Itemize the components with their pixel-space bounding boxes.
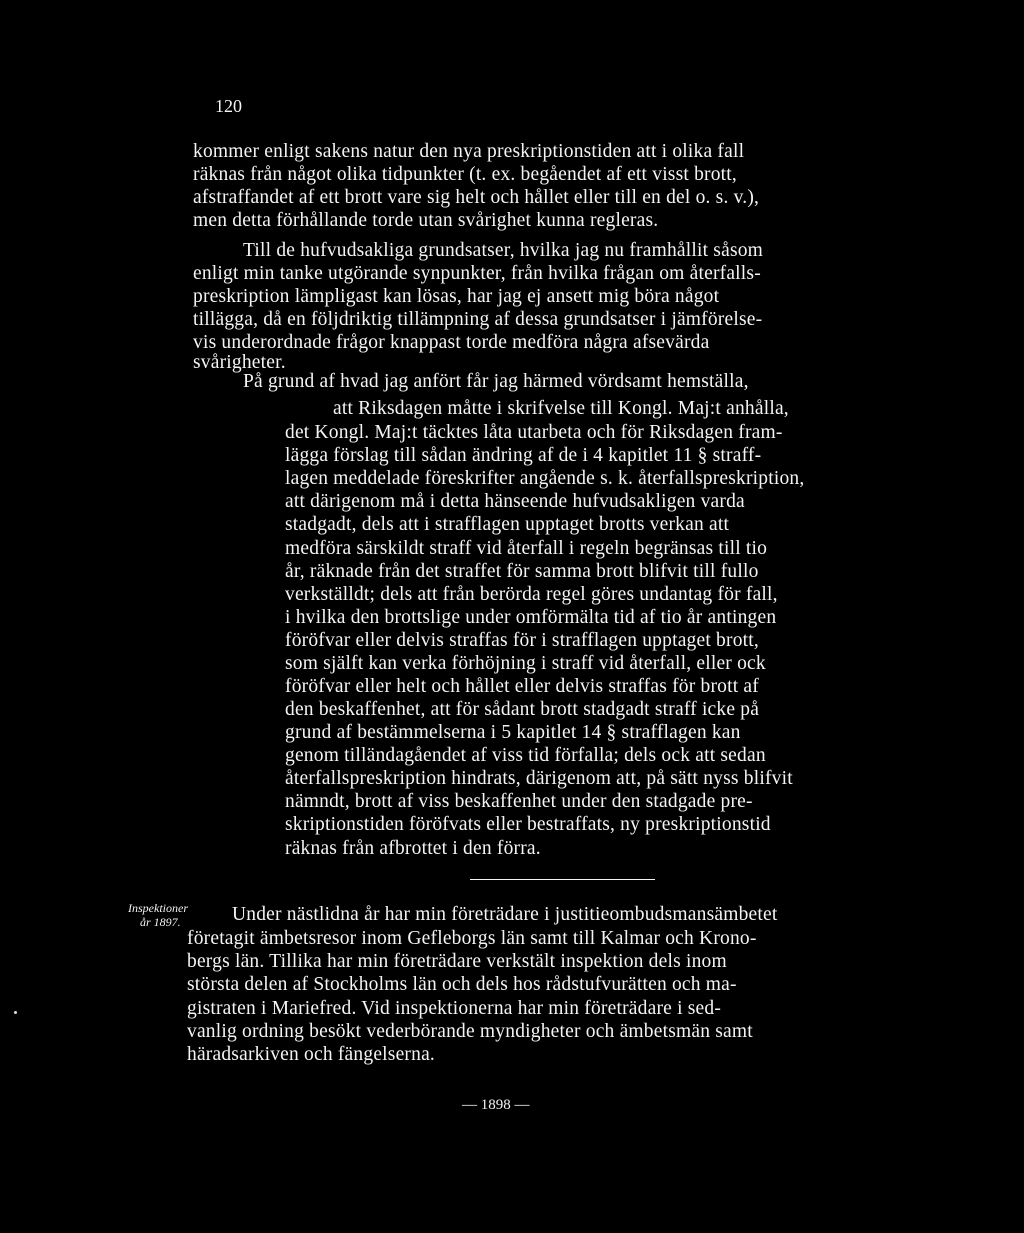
margin-note-year: år 1897. — [140, 915, 181, 929]
text-line: föröfvar eller delvis straffas för i strafflagen upptaget brott, — [285, 630, 759, 651]
text-line: lägga förslag till sådan ändring af de i 4 kapitlet 11 § straff- — [285, 445, 762, 466]
margin-note-title: Inspektioner — [128, 901, 188, 915]
text-line: genom tilländagåendet af viss tid förfalla; dels ock att sedan — [285, 745, 766, 766]
text-line: största delen af Stockholms län och dels hos rådstufvurätten och ma- — [187, 974, 737, 995]
text-line: nämndt, brott af viss beskaffenhet under den stadgade pre- — [285, 791, 753, 812]
speck — [14, 1011, 17, 1014]
text-line: vis underordnade frågor knappast torde medföra några afsevärda — [193, 332, 710, 353]
text-line: medföra särskildt straff vid återfall i regeln begränsas till tio — [285, 538, 768, 559]
text-line: kommer enligt sakens natur den nya preskriptionstiden att i olika fall — [193, 141, 745, 162]
text-line: men detta förhållande torde utan svårighet kunna regleras. — [193, 210, 659, 231]
text-line: i hvilka den brottslige under omförmälta tid af tio år antingen — [285, 607, 777, 628]
text-line: tillägga, då en följdriktig tillämpning af dessa grundsatser i jämförelse- — [193, 309, 763, 330]
footer-year: — 1898 — — [462, 1097, 530, 1113]
text-line: enligt min tanke utgörande synpunkter, från hvilka frågan om återfalls- — [193, 263, 761, 284]
text-line: vanlig ordning besökt vederbörande myndigheter och ämbetsmän samt — [187, 1021, 753, 1042]
page-number: 120 — [215, 96, 242, 116]
text-line: den beskaffenhet, att för sådant brott stadgadt straff icke på — [285, 699, 760, 720]
text-line: räknas från afbrottet i den förra. — [285, 838, 541, 859]
text-line: föröfvar eller helt och hållet eller delvis straffas för brott af — [285, 676, 759, 697]
text-line: preskription lämpligast kan lösas, har jag ej ansett mig böra något — [193, 286, 720, 307]
text-line: Till de hufvudsakliga grundsatser, hvilka jag nu framhållit såsom — [243, 240, 764, 261]
text-line: att därigenom må i detta hänseende hufvudsakligen varda — [285, 491, 745, 512]
text-line: grund af bestämmelserna i 5 kapitlet 14 § strafflagen kan — [285, 722, 741, 743]
text-line: företagit ämbetsresor inom Gefleborgs län samt till Kalmar och Krono- — [187, 928, 757, 949]
text-line: Under nästlidna år har min företrädare i justitieombudsmansämbetet — [232, 904, 778, 925]
text-line: bergs län. Tillika har min företrädare verkstält inspektion dels inom — [187, 951, 727, 972]
text-line: häradsarkiven och fängelserna. — [187, 1044, 436, 1065]
text-line: räknas från något olika tidpunkter (t. ex. begåendet af ett visst brott, — [193, 164, 737, 185]
text-line: stadgadt, dels att i strafflagen upptaget brotts verkan att — [285, 514, 730, 535]
text-line: verkställdt; dels att från berörda regel göres undantag för fall, — [285, 584, 778, 605]
text-line: återfallspreskription hindrats, därigenom att, på sätt nyss blifvit — [285, 768, 793, 789]
text-line: skriptionstiden föröfvats eller bestraffats, ny preskriptionstid — [285, 814, 771, 835]
text-line: år, räknade från det straffet för samma brott blifvit till fullo — [285, 561, 759, 582]
text-line: afstraffandet af ett brott vare sig helt och hållet eller till en del o. s. v.), — [193, 187, 760, 208]
text-line: lagen meddelade föreskrifter angående s. k. återfallspreskription, — [285, 468, 805, 489]
text-line: svårigheter. — [193, 352, 286, 373]
section-divider — [470, 879, 655, 880]
text-line: som själft kan verka förhöjning i straff vid återfall, eller ock — [285, 653, 766, 674]
text-line: På grund af hvad jag anfört får jag härmed vördsamt hemställa, — [243, 371, 749, 392]
text-line: gistraten i Mariefred. Vid inspektionerna har min företrädare i sed- — [187, 998, 722, 1019]
text-line: det Kongl. Maj:t täcktes låta utarbeta och för Riksdagen fram- — [285, 422, 783, 443]
text-line: att Riksdagen måtte i skrifvelse till Kongl. Maj:t anhålla, — [333, 398, 789, 419]
